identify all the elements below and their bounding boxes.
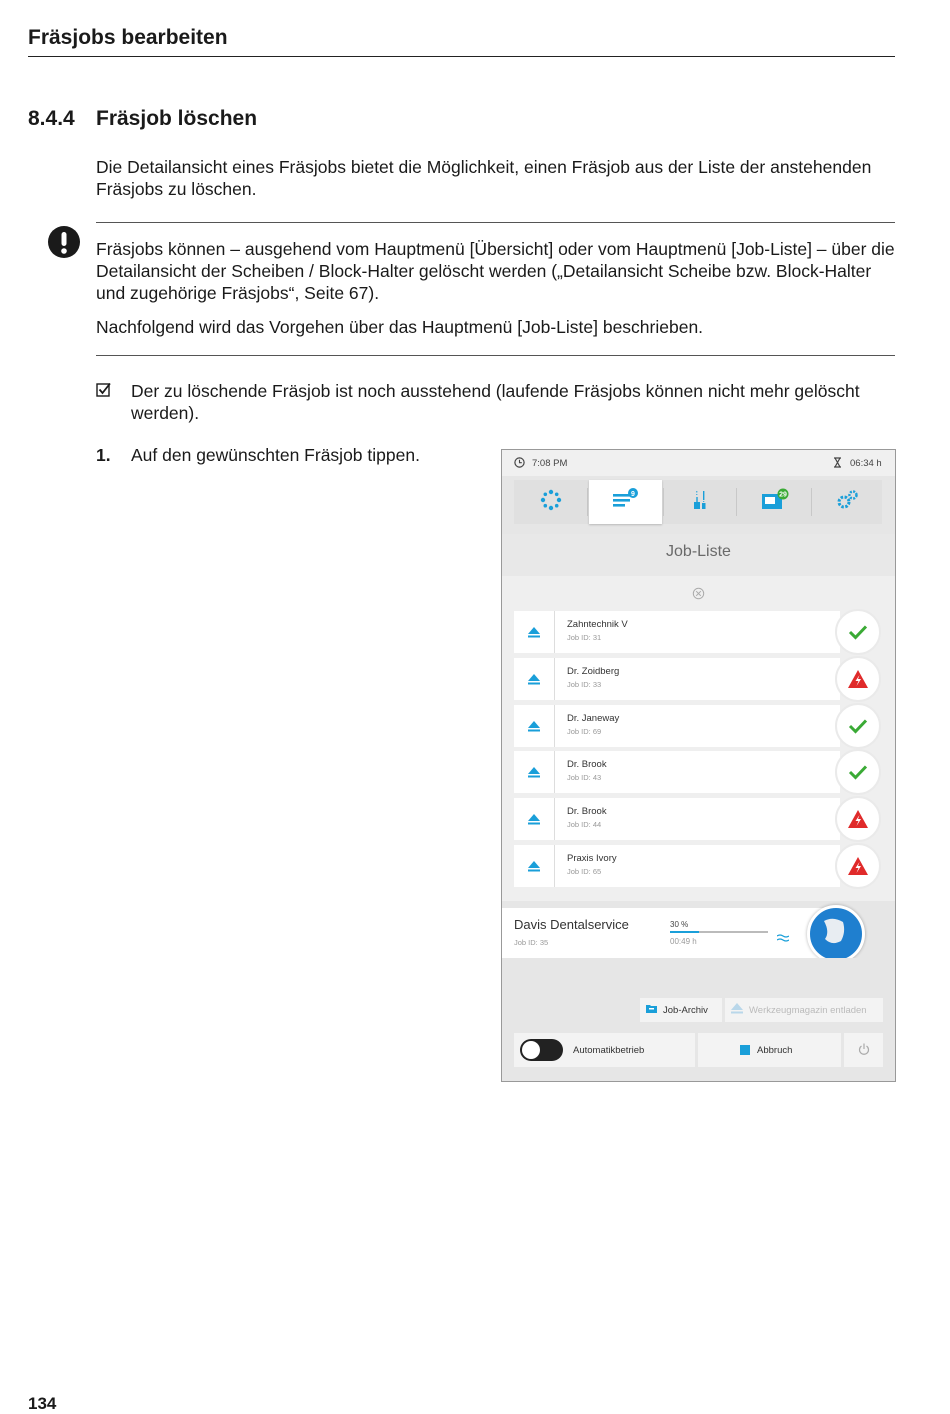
magazine-icon [760,488,790,517]
intro-paragraph: Die Detailansicht eines Fräsjobs bietet die Möglichkeit, einen Fräsjob aus der Liste der anstehenden Fräsjobs zu löschen. [96,157,872,199]
stop-icon [740,1045,750,1055]
check-icon [835,609,881,655]
tab-magazine[interactable] [738,480,811,524]
auto-mode-label: Automatikbetrieb [573,1044,645,1056]
folder-icon [646,1004,657,1016]
job-name: Praxis Ivory [567,853,617,864]
auto-mode-toggle[interactable] [514,1033,695,1067]
eject-icon[interactable] [514,845,555,887]
note-bottom-rule [96,355,895,356]
remaining-time: 06:34 h [850,458,882,469]
job-name: Dr. Brook [567,806,607,817]
section-number: 8.4.4 [28,107,75,130]
clock-time: 7:08 PM [532,458,568,469]
job-id: Job ID: 69 [567,727,602,736]
section-title: Fräsjob löschen [96,107,258,130]
job-id: Job ID: 43 [567,773,602,782]
eject-icon[interactable] [514,798,555,840]
gears-icon [836,489,860,516]
dots-circle-icon [540,489,562,516]
hourglass-icon [833,457,842,471]
magazine-badge: 29 [778,491,787,498]
warning-icon [835,796,881,842]
job-id: Job ID: 31 [567,633,602,642]
warning-icon [835,656,881,702]
job-row[interactable] [514,798,840,840]
progress-label: 30 % [670,920,689,929]
job-row[interactable] [514,751,840,793]
job-id: Job ID: 44 [567,820,602,829]
active-job-id: Job ID: 35 [514,938,549,947]
power-icon [858,1043,870,1058]
job-name: Dr. Zoidberg [567,666,620,677]
note-paragraph: Fräsjobs können – ausgehend vom Hauptmenü [Übersicht] oder vom Hauptmenü [Job-Liste] – über die Detailansicht der Scheiben / Block-Halter gelöscht werden („Detailansicht Scheibe bzw. Block-Halter und zugehörige Fräsjobs“, Seite 67). [96,239,895,303]
progress-track [670,931,768,933]
job-name: Dr. Brook [567,759,607,770]
job-name: Dr. Janeway [567,713,620,724]
warning-icon [835,843,881,889]
step-number: 1. [96,445,111,465]
header-rule [28,56,895,57]
clear-filter-icon[interactable] [692,587,705,605]
active-job-name: Davis Dentalservice [514,917,629,932]
check-icon [835,703,881,749]
tab-settings[interactable] [811,480,884,524]
exclamation-icon [48,226,80,258]
step-text: Auf den gewünschten Fräsjob tippen. [131,445,420,465]
tab-tools[interactable] [663,480,736,524]
tools-icon [691,489,709,516]
job-name: Zahntechnik V [567,619,628,630]
toggle-knob [522,1041,540,1059]
note-top-rule [96,222,895,223]
waves-icon [777,929,789,947]
eject-icon[interactable] [514,611,555,653]
unload-magazine-label: Werkzeugmagazin entladen [749,1004,867,1016]
screen-title: Job-Liste [502,534,895,576]
power-button[interactable] [844,1033,883,1067]
active-job-card[interactable] [502,908,832,958]
abort-label: Abbruch [757,1044,793,1056]
eject-icon[interactable] [514,658,555,700]
job-list-icon [612,488,640,517]
progress-fill [670,931,699,933]
running-head: Fräsjobs bearbeiten [28,26,228,49]
job-archive-label: Job-Archiv [663,1004,708,1016]
abort-button[interactable] [698,1033,841,1067]
toggle-switch[interactable] [520,1039,563,1061]
status-bar [502,450,895,476]
job-row[interactable] [514,611,840,653]
tab-overview[interactable] [514,480,587,524]
job-id: Job ID: 33 [567,680,602,689]
tab-job-list[interactable] [589,480,662,524]
job-row[interactable] [514,845,840,887]
job-list-badge: 9 [630,490,635,498]
eject-icon[interactable] [514,705,555,747]
eject-icon [731,1003,743,1017]
checkbox-checked-icon [96,382,112,398]
active-job-time: 00:49 h [670,937,697,946]
device-screenshot [501,449,896,1082]
main-tabs [514,480,882,524]
note-paragraph-2: Nachfolgend wird das Vorgehen über das Hauptmenü [Job-Liste] beschrieben. [96,317,704,337]
unload-magazine-button[interactable] [725,998,883,1022]
check-icon [835,749,881,795]
page-number: 134 [28,1394,57,1413]
prerequisite-text: Der zu löschende Fräsjob ist noch ausstehend (laufende Fräsjobs können nicht mehr gelöscht werden). [131,381,860,423]
job-id: Job ID: 65 [567,867,602,876]
job-row[interactable] [514,705,840,747]
job-row[interactable] [514,658,840,700]
milling-disc-icon[interactable] [807,905,865,963]
clock-icon [514,457,525,471]
job-archive-button[interactable] [640,998,722,1022]
eject-icon[interactable] [514,751,555,793]
